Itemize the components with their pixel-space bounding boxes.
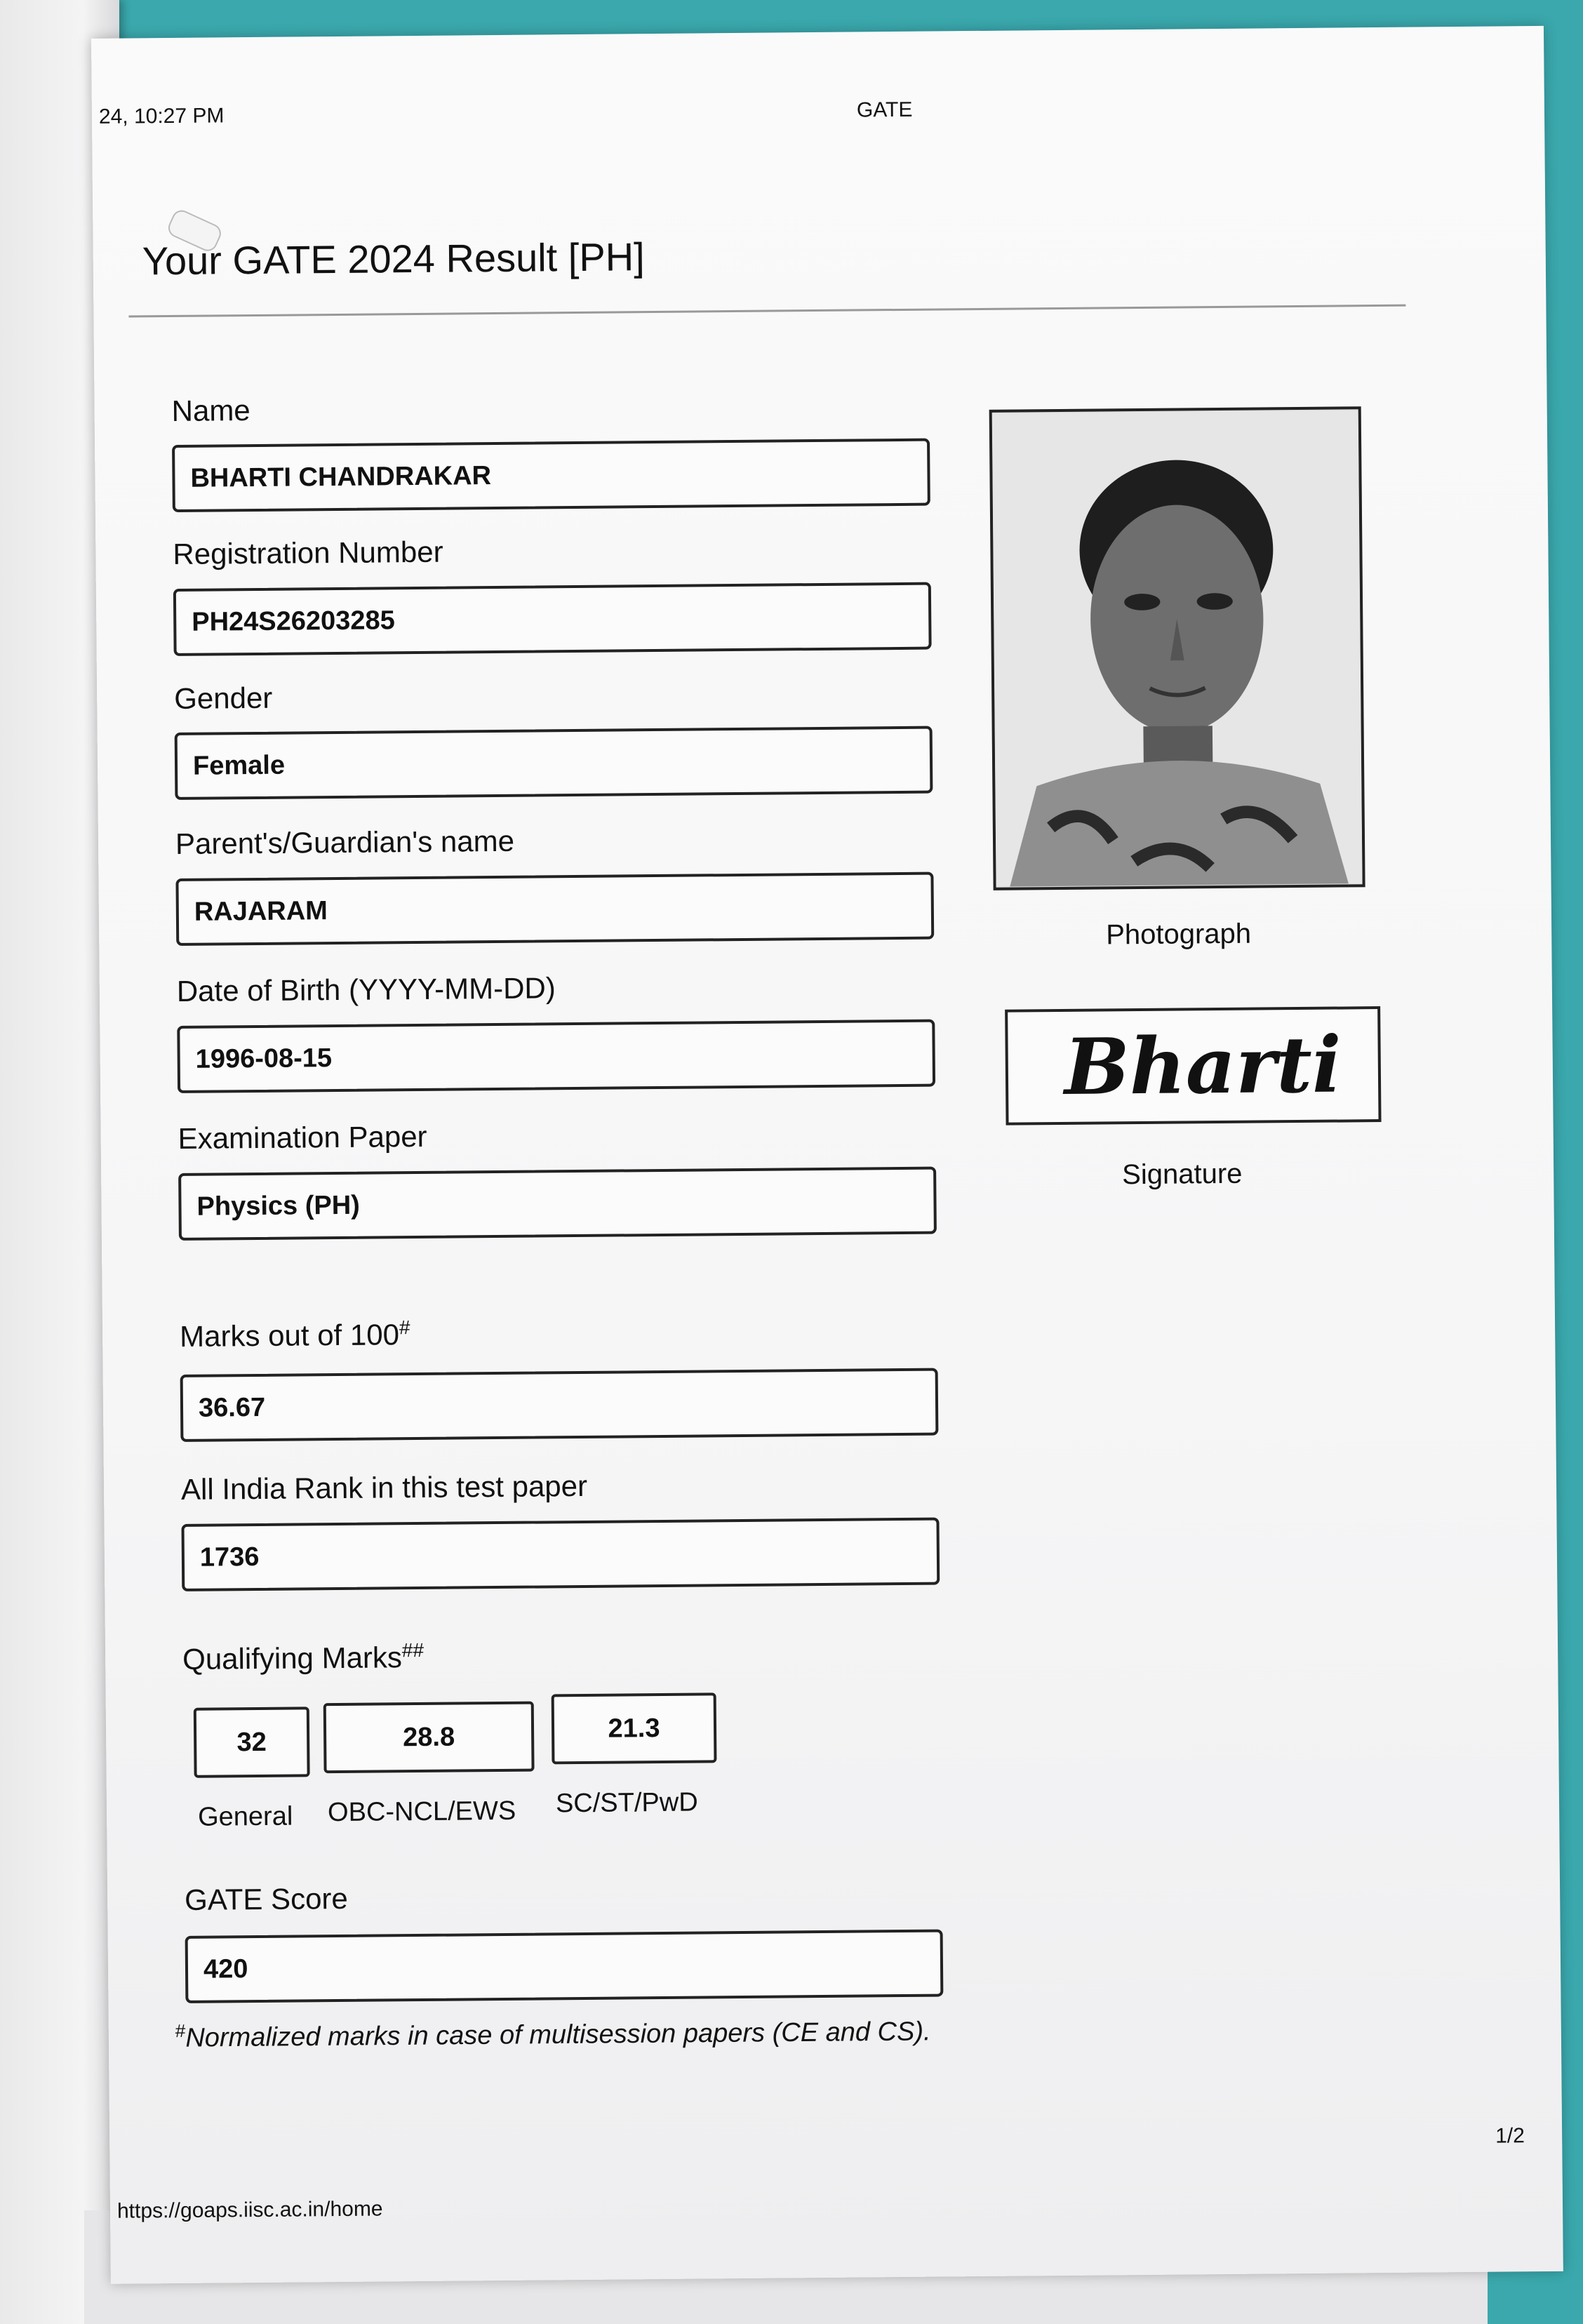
registration-field: PH24S26203285 [173,582,932,656]
signature-caption: Signature [1121,1158,1243,1191]
rank-field: 1736 [181,1518,940,1591]
photo-caption: Photograph [1106,918,1252,951]
qualifying-label-sup: ## [401,1638,425,1662]
paper-label: Examination Paper [178,1119,427,1155]
result-page [91,26,1563,2284]
paper-field: Physics (PH) [178,1167,937,1241]
score-field: 420 [185,1930,944,2003]
gender-label: Gender [174,681,273,716]
footnote-sup: # [175,2019,186,2042]
marks-label-text: Marks out of 100 [179,1318,400,1353]
dob-field: 1996-08-15 [177,1020,935,1093]
registration-label: Registration Number [173,535,443,571]
qualifying-label [182,1639,424,1676]
qualifying-obc-label: OBC-NCL/EWS [327,1796,516,1828]
rank-label: All India Rank in this test paper [180,1469,588,1506]
print-url: https://goaps.iisc.ac.in/home [116,2197,383,2223]
print-site-title: GATE [856,98,913,122]
footnote [175,2014,931,2054]
qualifying-label-text: Qualifying Marks [182,1641,403,1676]
candidate-photograph [989,406,1365,890]
photo-portrait-image [992,409,1363,888]
marks-label-sup: # [399,1316,410,1339]
score-label: GATE Score [184,1881,348,1916]
footnote-text: Normalized marks in case of multisession papers (CE and CS). [185,2017,931,2053]
marks-field: 36.67 [180,1368,939,1442]
page-title: Your GATE 2024 Result [PH] [142,234,645,283]
name-label: Name [171,394,251,428]
candidate-signature: Bharti [1005,1006,1381,1126]
print-timestamp: 24, 10:27 PM [98,104,225,128]
qualifying-general-label: General [197,1801,293,1832]
guardian-field: RAJARAM [175,872,934,946]
page-number: 1/2 [1495,2124,1525,2148]
guardian-label: Parent's/Guardian's name [175,824,515,860]
qualifying-sc-label: SC/ST/PwD [555,1787,698,1819]
gender-field: Female [175,726,933,800]
dob-label: Date of Birth (YYYY-MM-DD) [176,971,556,1008]
title-divider [128,305,1405,318]
qualifying-sc-box: 21.3 [552,1692,717,1764]
qualifying-general-box: 32 [194,1707,310,1777]
marks-label [180,1316,410,1354]
qualifying-obc-box: 28.8 [323,1702,535,1774]
name-field: BHARTI CHANDRAKAR [172,439,930,512]
